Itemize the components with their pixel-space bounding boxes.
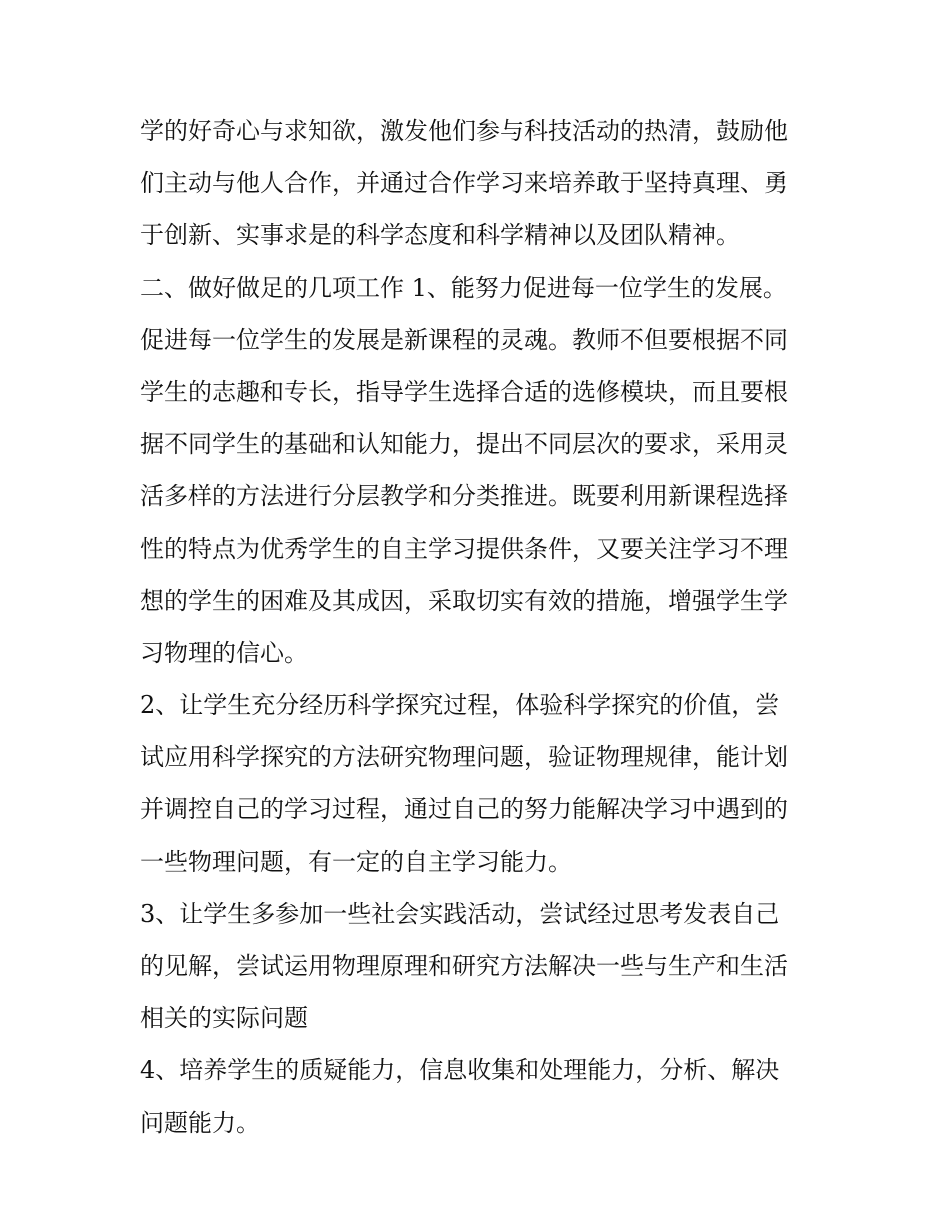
text-line: 相关的实际问题 xyxy=(140,1004,308,1033)
text-line: 活多样的方法进行分层教学和分类推进。既要利用新课程选择 xyxy=(140,482,788,511)
body-text xyxy=(140,105,820,1149)
text-line: 试应用科学探究的方法研究物理问题，验证物理规律，能计划 xyxy=(140,743,788,772)
text-line: 们主动与他人合作，并通过合作学习来培养敢于坚持真理、勇 xyxy=(140,169,788,198)
list-item-4-line: 4、培养学生的质疑能力，信息收集和处理能力，分析、解决 xyxy=(140,1056,780,1085)
text-line: 想的学生的困难及其成因，采取切实有效的措施，增强学生学 xyxy=(140,586,788,615)
text-line: 一些物理问题，有一定的自主学习能力。 xyxy=(140,847,572,876)
text-line: 促进每一位学生的发展是新课程的灵魂。教师不但要根据不同 xyxy=(140,325,788,354)
text-line: 习物理的信心。 xyxy=(140,638,308,667)
text-line: 据不同学生的基础和认知能力，提出不同层次的要求，采用灵 xyxy=(140,430,788,459)
text-line: 的见解，尝试运用物理原理和研究方法解决一些与生产和生活 xyxy=(140,952,788,980)
text-line: 学的好奇心与求知欲，激发他们参与科技活动的热清，鼓励他 xyxy=(140,117,788,145)
list-item-2-line: 2、让学生充分经历科学探究过程，体验科学探究的价值，尝 xyxy=(140,691,780,720)
list-item-3-line: 3、让学生多参加一些社会实践活动，尝试经过思考发表自己 xyxy=(140,899,780,928)
section-heading-line: 二、做好做足的几项工作 1、能努力促进每一位学生的发展。 xyxy=(140,273,787,302)
text-line: 学生的志趣和专长，指导学生选择合适的选修模块，而且要根 xyxy=(140,377,788,406)
text-line: 于创新、实事求是的科学态度和科学精神以及团队精神。 xyxy=(140,221,740,250)
text-line: 问题能力。 xyxy=(140,1108,260,1137)
text-line: 并调控自己的学习过程，通过自己的努力能解决学习中遇到的 xyxy=(140,795,788,824)
text-line: 性的特点为优秀学生的自主学习提供条件，又要关注学习不理 xyxy=(140,534,788,563)
